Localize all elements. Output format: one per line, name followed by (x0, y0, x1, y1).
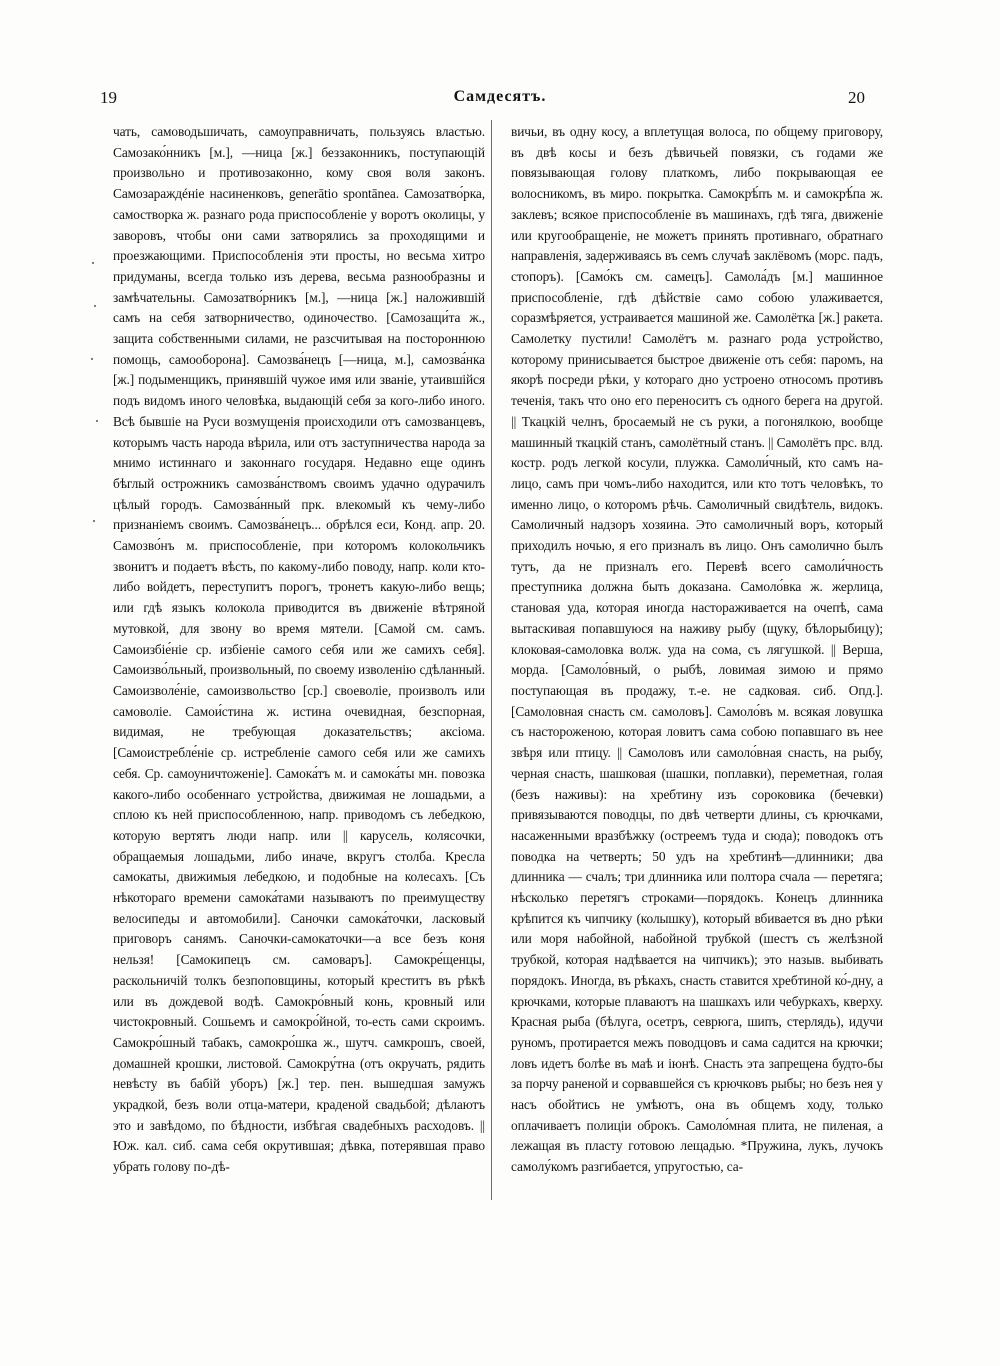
margin-speck (92, 262, 94, 264)
left-column-text: чать, самоводьшичать, самоуправничать, пользуясь властью. Самозако́нникъ [м.], —ница [ж.] беззаконникъ, поступающій произвольно и противозаконно, кому своя воля законъ. Самозараждéніе насиненковъ, generātio spontānea. Самозатво́рка, самостворка ж. разнаго рода приспособленіе у воротъ околицы, у заворовъ, чтобы они сами затворялись за проходящими и проезжающими. Приспособленія эти просты, но весьма хитро придуманы, всегда только изъ дерева, весьма разнообразны и замѣчательны. Самозатво́рникъ [м.], —ница [ж.] наложившій самъ на себя затворничество, одиночество. [Самозащи́та ж., защита собственными силами, не разсчитывая на постороннюю помощь, самооборона]. Самозва́нецъ [—ница, м.], самозва́нка [ж.] подыменщикъ, принявшій чужое имя или званіе, утаившійся подъ видомъ иного человѣка, выдающій себя за кого-либо иного. Всѣ бывшіе на Руси возмущенія происходили отъ самозванцевъ, которымъ часть народа вѣрила, или отъ заступничества народа за мнимо истиннаго и законнаго государя. Недавно еще одинъ бѣглый острожникъ самозва́нствомъ своимъ удачно одурачилъ цѣлый городъ. Самозва́нный прк. влекомый къ чему-либо признаніемъ своимъ. Самозва́нецъ... обрѣлся еси, Конд. апр. 20. Самозво́нъ м. приспособленіе, при которомъ колокольчикъ звонитъ и подаетъ вѣсть, по какому-либо поводу, напр. коли кто-либо войдетъ, переступитъ порогъ, тронетъ какую-либо вещь; или гдѣ языкъ колокола приводится въ движеніе вѣтряной мутовкой, для звону во время мятели. [Самой см. самъ. Самоизбіе́ніе ср. избіеніе самого себя или же самихъ себя]. Самоизво́льный, произвольный, по своему изволенію сдѣланный. Самоизволе́ніе, самоизвольство [ср.] своеволіе, произволъ или самоволіе. Самои́стина ж. истина очевидная, безспорная, видимая, не требующая доказательствъ; аксіома. [Самоистребле́ніе ср. истребленіе самого себя или же самихъ себя. Ср. самоуничтоженіе]. Самока́тъ м. и самока́ты мн. повозка какого-либо особеннаго устройства, движимая не лошадьми, а сплою къ ней приспособленною, напр. приводомъ съ лебедкою, которую вертятъ люди напр. или || карусель, колясочки, обращаемыя лошадьми, либо иначе, вкругъ столба. Кресла самокаты, движимыя лебедкою, и подобные на колесахъ. [Съ нѣкотораго времени самока́тами называютъ по преимуществу велосипеды и автомобили]. Саночки самока́точки, ласковый приговоръ санямъ. Саночки-самокаточки—а все безъ коня нельзя! [Самокипецъ см. самоваръ]. Самокре́щенцы, раскольничій толкъ безпоповщины, который креститъ въ рѣкѣ или въ дождевой водѣ. Самокро́вный конь, кровный или чистокровный. Сошьемъ и самокро́йной, то-есть сами скроимъ. Самокро́шный табакъ, самокро́шка ж., шутч. самкрошъ, своей, домашней крошки, листовой. Самокру́тна (отъ окручать, рядить невѣсту въ бабій уборъ) [ж.] тер. пен. вышедшая замужъ украдкой, безъ воли отца-матери, краденой свадьбой; дѣлаютъ это и завѣдомо, по бѣдности, избѣгая свадебныхъ расходовъ. || Юж. кал. сиб. сама себя окрутившая; дѣвка, потерявшая право убрать голову по-дѣ- (113, 124, 485, 1175)
right-column (511, 122, 883, 1178)
column-divider (491, 120, 492, 1200)
margin-speck (94, 305, 96, 307)
right-column-text: вичьи, въ одну косу, а вплетущая волоса, по общему приговору, въ двѣ косы и безъ дѣвичьей повязки, съ годами же повязывающая голову платкомъ, либо покрывающая ее волосникомъ, въ мирo. покрытка. Самокрѣ́пъ м. и самокрѣ́па ж. заклевъ; всякое приспособленіе въ машинахъ, гдѣ тяга, движеніе или кругообращеніе, не можетъ принять противнаго, обратнаго направленія, задерживаясь въ семъ случаѣ заклёвомъ (морс. падъ, стопоръ). [Само́къ см. самецъ]. Самола́дъ [м.] машинное приспособленіе, гдѣ дѣйствіе само собою улаживается, соразмѣряется, устраивается машиной же. Самолётка [ж.] ракета. Самолетку пустили! Самолётъ м. разнаго рода устройство, которому принисывается быстрое движеніе отъ себя: паромъ, на якорѣ посреди рѣки, у котораго дно устроено относомъ противъ теченія, такъ что оно его переноситъ съ одного берега на другой. || Ткацкій челнъ, бросаемый не съ руки, а погонялкою, вообще машинный ткацкій станъ, самолётный станъ. || Самолётъ прс. влд. костр. родъ легкой косули, плужка. Самоли́чный, кто самъ на-лицо, самъ при чомъ-либо находится, или кто тотъ человѣкъ, то именно лицо, о которомъ рѣчь. Самоличный свидѣтель, видокъ. Самоличный надзоръ хозяина. Это самоличный воръ, который приходилъ ночью, я его призналъ въ лицо. Онъ самолично былъ тутъ, да не призналъ его. Перевѣ всего самоли́чность преступника должна быть доказана. Самоло́вка ж. жерлица, становая уда, которая иногда настораживается на очепѣ, сама вытаскивая попавшуюся на наживу рыбу (щуку, бѣлорыбицу); клоковая-самоловка волж. уда на сома, съ лягушкой. || Верша, морда. [Самоло́вный, о рыбѣ, ловимая зимою и прямо поступающая въ продажу, т.-е. не садковая. сиб. Опд.]. [Самоловная снасть см. самоловъ]. Самоло́въ м. всякая ловушка съ настороженою, которая ловитъ сама собою попавшаго въ нее звѣря или птицу. || Самоловъ или самоло́вная снасть, на рыбу, черная снасть, шашковая (шашки, поплавки), переметная, голая (безъ наживы): на хребтину изъ сороковика (бечевки) привязываются поводцы, по двѣ четверти длины, съ крючками, насаженными вразбѣжку (остреемъ туда и сюда); поводокъ отъ поводка на четверть; 50 удъ на хребтинѣ—длинники; два длинника — счалъ; три длинника или полтора счала — перетяга; нѣсколько перетягъ строками—порядокъ. Конецъ длинника крѣпится къ чипчику (колышку), который вбивается въ дно рѣки или моря набойной, набойной трубкой (шестъ съ желѣзной трубкой, которая надѣвается на чипчикъ); это назыв. выбивать порядокъ. Иногда, въ рѣкахъ, снасть ставится хребтиной ко́-дну, а крючками, которые плаваютъ на шашкахъ или чебуркахъ, кверху. Красная рыба (бѣлуга, осетръ, севрюга, шипъ, стерлядь), идучи руномъ, протирается межъ поводцовъ и сама садится на крючки; ловъ идетъ болѣе въ маѣ и іюнѣ. Снасть эта запрещена будто-бы за порчу раненой и сорвавшейся съ крючковъ рыбы; но безъ нея у насъ обойтись не умѣютъ, она въ общемъ ходу, только оплачиваетъ полиціи оброкъ. Самоло́мная плита, не пиленая, а лежащая въ пласту готовою лещадью. *Пружина, лукъ, лучокъ самолу́комъ разгибается, упругостью, са- (511, 124, 883, 1175)
right-page-number: 20 (848, 88, 865, 107)
left-page-number: 19 (100, 88, 117, 107)
margin-speck (93, 520, 95, 522)
margin-speck (91, 358, 93, 360)
left-column (113, 122, 485, 1178)
running-header: Самдесятъ. (453, 88, 547, 105)
margin-speck (96, 420, 98, 422)
